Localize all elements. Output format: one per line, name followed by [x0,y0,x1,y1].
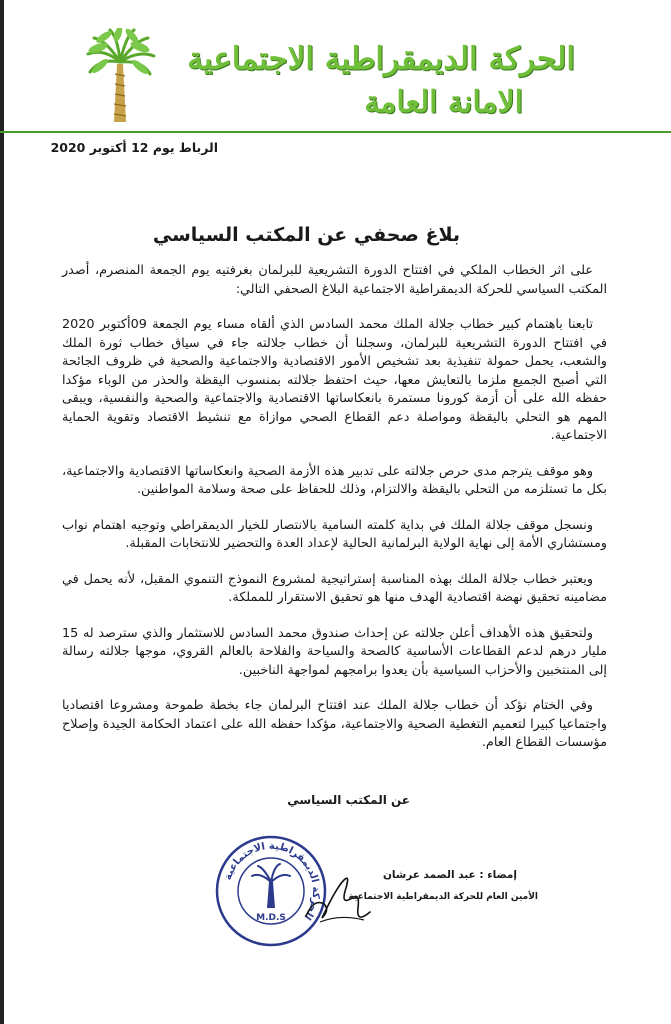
date-line: الرباط يوم 12 أكتوبر 2020 [50,140,218,155]
palm-tree-icon [84,28,156,124]
stamp-abbrev: M.D.S [256,913,286,923]
letterhead [0,0,671,133]
stamp-text: الحركة الديمقراطية الاجتماعية [222,840,322,922]
paragraph: على اثر الخطاب الملكي في افتتاح الدورة التشريعية للبرلمان بغرفتيه يوم الجمعة المنصرم، أصدر المكتب السياسي للحركة الديمقراطية الاجتماعية البلاغ الصحفي التالي: [62,263,607,297]
page-edge [0,0,4,1024]
paragraph: ويعتبر خطاب جلالة الملك بهذه المناسبة إستراتيجية لمشروع النموذج التنموي المقبل، لأنه يحمل في مضامينه تحقيق نهضة اقتصادية الهدف منها هو تحقيق الاستقرار للمملكة. [62,571,607,605]
signatory-role: الأمين العام للحركة الديمقراطية الاجتماعية [348,892,538,902]
paragraph: ولتحقيق هذه الأهداف أعلن جلالته عن إحداث صندوق محمد السادس للاستثمار والذي سترصد له 15 مليار درهم لدعم القطاعات الأساسية كالصحة والسياحة والفلاحة بالعالم القروي، موجها جلالته رسالة إلى المنتخبين والأحزاب السياسية بأن يعدوا برامجهم لمواجهة الناخبين. [62,625,607,678]
paragraph: ونسجل موقف جلالة الملك في بداية كلمته السامية بالانتصار للخيار الديمقراطي وتوجيه اهتمام نواب ومستشاري الأمة إلى نهاية الولاية البرلمانية الحالية لإعداد العدة والتحضير للانتخابات المقبلة. [62,517,607,551]
document-body [62,262,607,770]
signatory-name: إمضاء : عبد الصمد عرشان [382,869,517,881]
org-name: الحركة الديمقراطية الاجتماعية [187,41,575,77]
document-title: بلاغ صحفي عن المكتب السياسي [152,224,460,246]
signoff: عن المكتب السياسي [287,793,410,807]
paragraph: تابعنا باهتمام كبير خطاب جلالة الملك محمد السادس الذي ألقاه مساء يوم الجمعة 09أكتوبر 2020 في افتتاح الدورة التشريعية للبرلمان، وسجلنا أن خطاب جلالته جاء في سياق خطاب ثورة الملك والشعب، يحمل حمولة تنفيذية بعد تشخيص الأمور الاقتصادية والاجتماعية والصحية في ظروف الجائحة التي أصبح الجميع ملزما بالتعايش معها، حيث احتفظ جلالته بمنسوب اليقظة والحذر من الوباء مؤكدا حفظه الله على أن أزمة كورونا مستمرة بانعكاساتها الاقتصادية والاجتماعية والصحية والنفسية، ويبقى المهم هو التحلي باليقظة ومواصلة دعم القطاع الصحي موازاة مع تنشيط الاقتصاد وتقوية الحماية الاجتماعية. [62,317,607,443]
org-subtitle: الامانة العامة [364,85,523,120]
paragraph: وفي الختام نؤكد أن خطاب جلالة الملك عند افتتاح البرلمان جاء بخطة طموحة ومشروعا اقتصاديا واجتماعيا كبيرا لتعميم التغطية الصحية والاجتماعية، مؤكدا حفظه الله على اعتماد الحكامة الجيدة وإصلاح مؤسسات القطاع العام. [62,698,607,750]
header-divider [0,131,671,133]
paragraph: وهو موقف يترجم مدى حرص جلالته على تدبير هذه الأزمة الصحية وانعكاساتها الاقتصادية والاجتماعية، بكل ما تستلزمه من التحلي باليقظة والالتزام، وذلك للحفاظ على صحة وسلامة المواطنين. [62,463,607,497]
